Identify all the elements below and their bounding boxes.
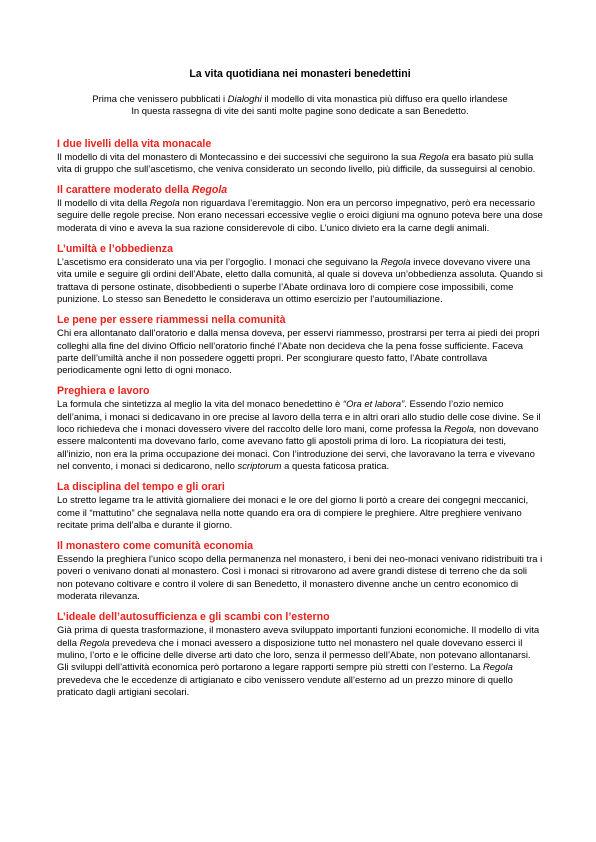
intro-line-1: Prima che venissero pubblicati i Dialoghi il modello di vita monastica più diffuso era quello irlandese (92, 94, 508, 105)
section (57, 314, 543, 377)
sections (57, 138, 543, 700)
section-heading: Le pene per essere riammessi nella comunità (57, 314, 286, 327)
page-title: La vita quotidiana nei monasteri benedettini (189, 68, 411, 80)
section (57, 243, 543, 306)
section-heading: I due livelli della vita monacale (57, 137, 212, 150)
section (57, 138, 543, 177)
document-page (57, 68, 543, 707)
intro (57, 94, 543, 119)
section-body: Essendo la preghiera l’unico scopo della permanenza nel monastero, i beni dei neo-monaci venivano ridistribuiti tra i poveri o venivano donati al monastero. Così i monaci si ritrovarono ad avere grandi distese di terreno che da soli non potevano coltivare e contro il volere di san Benedetto, il monastero divenne anche un centro economico di moderata rilevanza. (57, 554, 543, 603)
section (57, 481, 543, 532)
section (57, 184, 543, 235)
section-heading: Il carattere moderato della Regola (57, 184, 228, 197)
section-body: Già prima di questa trasformazione, il monastero aveva sviluppato importanti funzioni economiche. Il modello di vita della Regola prevedeva che i monaci avessero a disposizione tutto nel monastero nel quale dovevano esserci il mulino, l’orto e le officine delle diverse arti dato che loro, senza il permesso dell’Abate, non potevano allontanarsi. Gli sviluppi dell’attività economica però portarono a legare rapporti sempre più stretti con l’esterno. La Regola prevedeva che le eccedenze di artigianato e cibo venissero vendute all’esterno ad un prezzo minore di quello praticato dagli artigiani secolari. (57, 625, 540, 698)
section (57, 385, 543, 473)
intro-line-2: In questa rassegna di vite dei santi molte pagine sono dedicate a san Benedetto. (131, 106, 469, 118)
section-heading: L’ideale dell’autosufficienza e gli scambi con l’esterno (57, 611, 330, 624)
section-heading: Il monastero come comunità economia (57, 540, 254, 553)
section-body: Chi era allontanato dall’oratorio e dalla mensa doveva, per esservi riammesso, prostrarsi per terra ai piedi dei propri colleghi alla fine del divino Officio nell’oratorio finché l’Abate non decideva che la pena fosse sufficiente. Faceva parte dell’umiltà anche il non possedere oggetti propri. Per scongiurare questo fatto, l’Abate controllava periodicamente ogni letto di ogni monaco. (57, 328, 540, 377)
section-body: L’ascetismo era considerato una via per l’orgoglio. I monaci che seguivano la Regola invece dovevano vivere una vita umile e seguire gli ordini dell’Abate, eletto dalla comunità, al quale si doveva un’obbedienza assoluta. Quando si trattava di persone ostinate, disobbedienti o superbe l’Abate ordinava loro di compiere cose impossibili, come punizione. Lo stesso san Benedetto le considerava un ottimo esercizio per l’autoumiliazione. (57, 257, 543, 305)
section (57, 540, 543, 603)
section-body: Il modello di vita del monastero di Montecassino e dei successivi che seguirono la sua Regola era basato più sulla vita di gruppo che sull’ascetismo, che veniva considerato un secondo livello, più difficile, da susseguirsi al cenobio. (57, 151, 536, 175)
section-body: La formula che sintetizza al meglio la vita del monaco benedettino è “Ora et labora”. Essendo l’ozio nemico dell’anima, i monaci si dedicavano in ore precise al lavoro della terra e in altri orari allo studio delle cose divine. Se il loco richiedeva che i monaci dovessero vivere del raccolto delle loro mani, come professa la Regola, non dovevano essere malcontenti ma dovevano farlo, come avevano fatto gli apostoli prima di loro. La ricopiatura dei testi, all’inizio, non era la prima occupazione dei monaci. Con l’introduzione dei servi, che lavoravano la terra e vivevano nel convento, i monaci si dedicarono, nello scriptorum a questa faticosa pratica. (57, 399, 541, 472)
section-heading: La disciplina del tempo e gli orari (57, 481, 225, 494)
section-heading: L’umiltà e l’obbedienza (57, 243, 173, 256)
section (57, 611, 543, 699)
section-body: Il modello di vita della Regola non riguardava l’eremitaggio. Non era un percorso impegnativo, però era necessario seguire delle regole precise. Non erano necessari eccessive veglie o eroici digiuni ma ognuno poteva bere una dose moderata di vino e aveva la sua razione considerevole di cibo. L’unico divieto era la carne degli animali. (57, 198, 543, 234)
section-heading: Preghiera e lavoro (57, 385, 150, 398)
section-body: Lo stretto legame tra le attività giornaliere dei monaci e le ore del giorno li portò a creare dei congegni meccanici, come il “mattutino” che segnalava nella notte quando era ora di compiere le preghiere. Altre preghiere venivano recitate prima dell’alba e durante il giorno. (57, 495, 529, 531)
